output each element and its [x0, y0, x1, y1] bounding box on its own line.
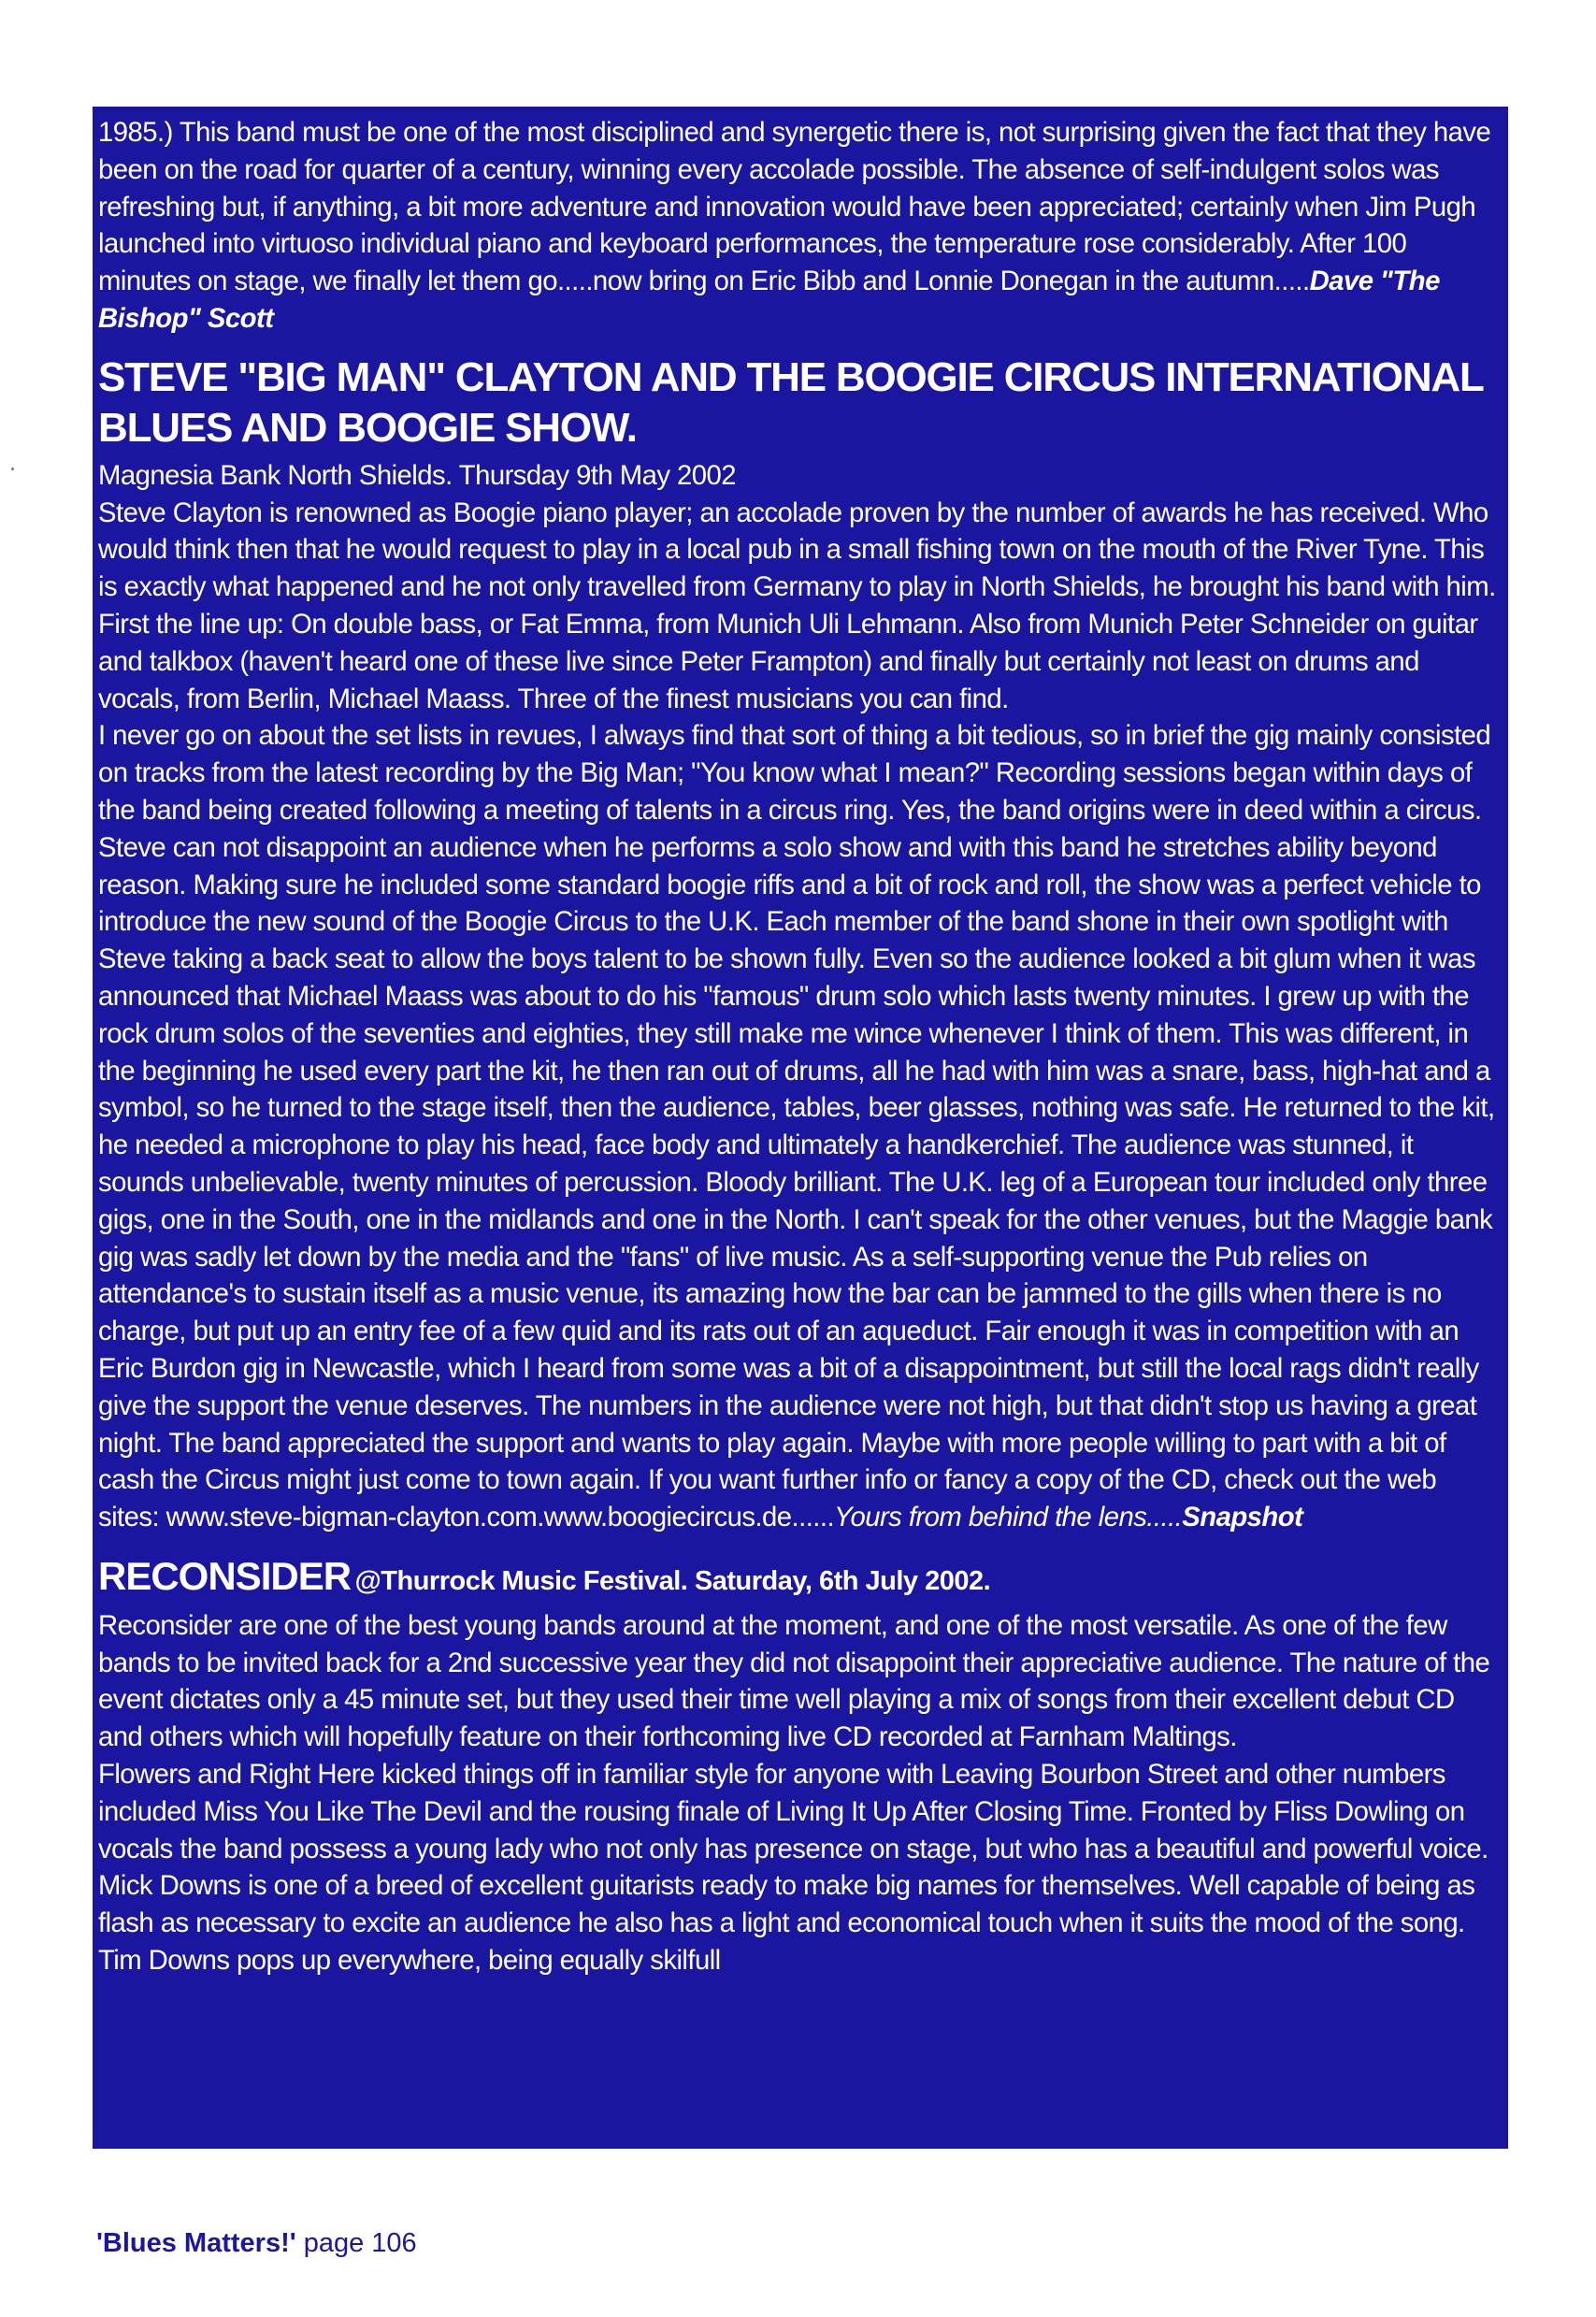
article2-paragraph-final — [98, 829, 1503, 1536]
article2-paragraph: I never go on about the set lists in revues, I always find that sort of thing a bit tedious, so in brief the gig mainly consisted on tracks from the latest recording by the Big Man; "You know what I mean?" Recording sessions began within days of the band being created following a meeting of talents in a circus ring. Yes, the band origins were in deed within a circus. — [98, 720, 1491, 826]
article3-heading — [98, 1555, 1503, 1607]
article1-body — [98, 114, 1503, 338]
article3-title: RECONSIDER — [98, 1553, 352, 1598]
article1-signature: Dave "The Bishop" Scott — [98, 266, 1440, 334]
article2-venue-line: Magnesia Bank North Shields. Thursday 9th May 2002 — [98, 459, 736, 491]
footer-page-number: page 106 — [303, 2228, 417, 2258]
article3-paragraph: Flowers and Right Here kicked things off in familiar style for anyone with Leaving Bourbon Street and other numbers included Miss You Like The Devil and the rousing finale of Living It Up After Closing Time. Fronted by Fliss Dowling on vocals the band possess a young lady who not only has presence on stage, but who has a beautiful and powerful voice. Mick Downs is one of a breed of excellent guitarists ready to make big names for themselves. Well capable of being as flash as necessary to excite an audience he also has a light and economical touch when it suits the mood of the song. Tim Downs pops up everywhere, being equally skilfull — [98, 1759, 1488, 1977]
article2-title: STEVE "BIG MAN" CLAYTON AND THE BOOGIE CIRCUS INTERNATIONAL BLUES AND BOOGIE SHOW. — [98, 353, 1483, 451]
scan-speck — [11, 468, 14, 470]
article-panel — [93, 107, 1508, 2149]
article2-signature: Snapshot — [1182, 1502, 1303, 1533]
article3-subtitle: @Thurrock Music Festival. Saturday, 6th July 2002. — [354, 1565, 991, 1596]
article2-paragraph: Steve Clayton is renowned as Boogie piano player; an accolade proven by the number of awards he has received. Who would think then that he would request to play in a local pub in a small fishing town on the mouth of the River Tyne. This is exactly what happened and he not only travelled from Germany to play in North Shields, he brought his band with him. First the line up: On double bass, or Fat Emma, from Munich Uli Lehmann. Also from Munich Peter Schneider on guitar and talkbox (haven't heard one of these live since Peter Frampton) and finally but certainly not least on drums and vocals, from Berlin, Michael Maass. Three of the finest musicians you can find. — [98, 496, 1496, 714]
article2-paragraph-text: Steve can not disappoint an audience when he performs a solo show and with this band he stretches ability beyond reason. Making sure he included some standard boogie riffs and a bit of rock and roll, the show was a perfect vehicle to introduce the new sound of the Boogie Circus to the U.K. Each member of the band shone in their own spotlight with Steve taking a back seat to allow the boys talent to be shown fully. Even so the audience looked a bit glum when it was announced that Michael Maass was about to do his "famous" drum solo which lasts twenty minutes. I grew up with the rock drum solos of the seventies and eighties, they still make me wince whenever I think of them. This was different, in the beginning he used every part the kit, he then ran out of drums, all he had with him was a snare, bass, high-hat and a symbol, so he turned to the stage itself, then the audience, tables, beer glasses, nothing was safe. He returned to the kit, he needed a microphone to play his head, face body and ultimately a handkerchief. The audience was stunned, it sounds unbelievable, twenty minutes of percussion. Bloody brilliant. The U.K. leg of a European tour included only three gigs, one in the South, one in the midlands and one in the North. I can't speak for the other venues, but the Maggie bank gig was sadly let down by the media and the "fans" of live music. As a self-supporting venue the Pub relies on attendance's to sustain itself as a music venue, its amazing how the bar can be jammed to the gills when there is no charge, but put up an entry fee of a few quid and its rats out of an aqueduct. Fair enough it was in competition with an Eric Burdon gig in Newcastle, which I heard from some was a bit of a disappointment, but still the local rags didn't really give the support the venue deserves. The numbers in the audience were not high, but that didn't stop us having a great night. The band appreciated the support and wants to play again. Maybe with more people willing to part with a bit of cash the Circus might just come to town again. If you want further info or fancy a copy of the CD, check out the web sites: www.steve-bigman-clayton.com.www.boogiecircus.de...... — [98, 831, 1495, 1533]
article3-paragraph: Reconsider are one of the best young bands around at the moment, and one of the most versatile. As one of the few bands to be invited back for a 2nd successive year they did not disappoint their appreciative audience. The nature of the event dictates only a 45 minute set, but they used their time well playing a mix of songs from their excellent debut CD and others which will hopefully feature on their forthcoming live CD recorded at Farnham Maltings. — [98, 1609, 1490, 1753]
article1-text: 1985.) This band must be one of the most disciplined and synergetic there is, not surprising given the fact that they have been on the road for quarter of a century, winning every accolade possible. The absence of self-indulgent solos was refreshing but, if anything, a bit more adventure and innovation would have been appreciated; certainly when Jim Pugh launched into virtuoso individual piano and keyboard performances, the temperature rose considerably. After 100 minutes on stage, we finally let them go.....now bring on Eric Bibb and Lonnie Donegan in the autumn..... — [98, 117, 1491, 297]
article2-closing: Yours from behind the lens..... — [834, 1502, 1183, 1533]
footer-brand: 'Blues Matters!' — [96, 2228, 296, 2258]
page-footer — [96, 2228, 417, 2259]
